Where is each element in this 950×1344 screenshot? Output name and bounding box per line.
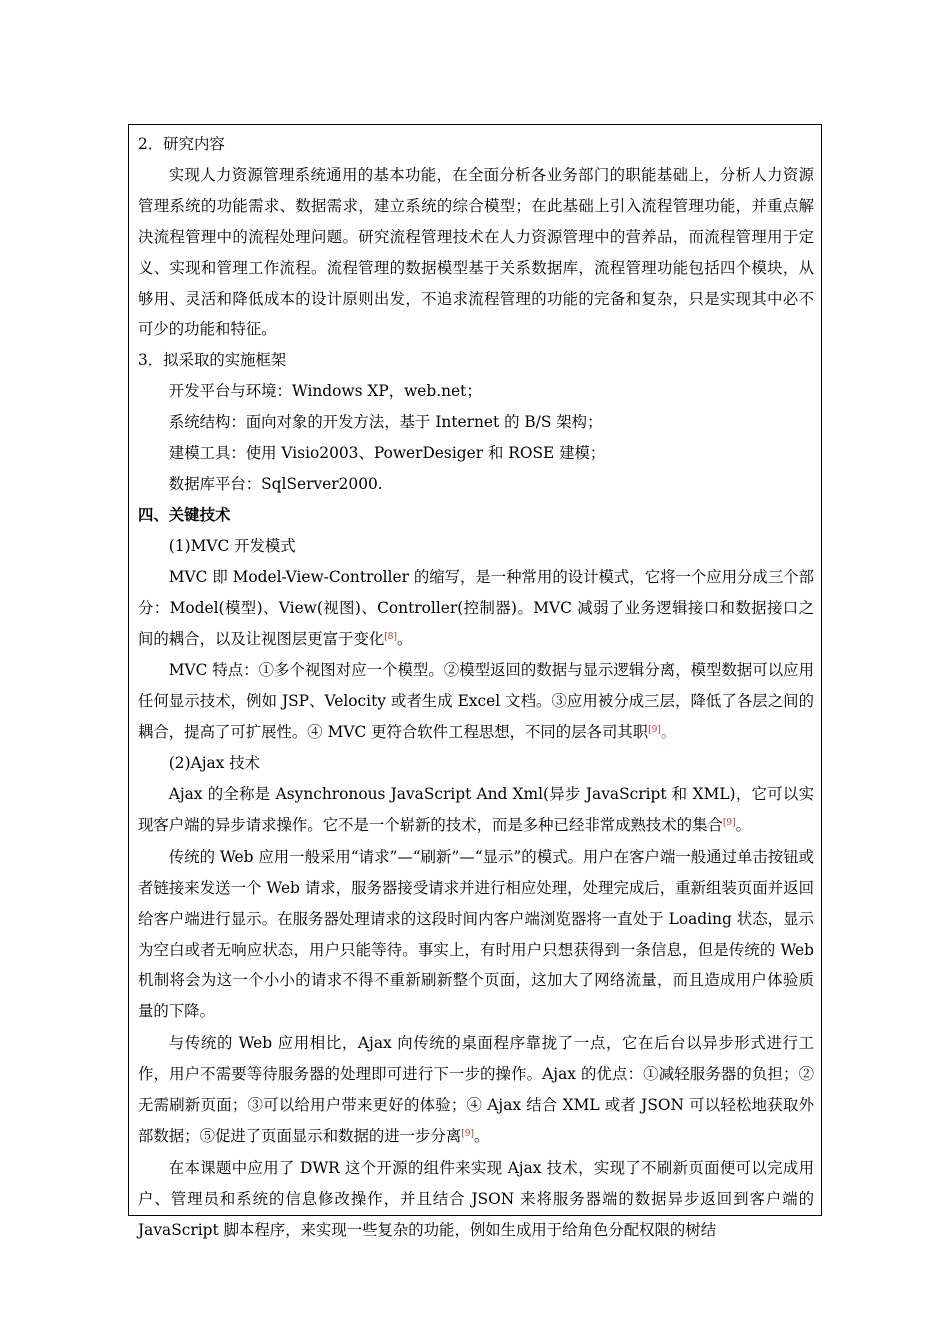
- paragraph: [138, 562, 814, 655]
- section-heading-key-tech: [138, 500, 814, 531]
- paragraph-tail: 。: [660, 723, 677, 742]
- item-text: 开发平台与环境：Windows XP，web.net；: [168, 382, 482, 401]
- item-text: 建模工具：使用 Visio2003、PowerDesiger 和 ROSE 建模；: [168, 444, 606, 463]
- content-table-cell: [128, 124, 822, 1239]
- subheading-text: (1)MVC 开发模式: [168, 536, 296, 555]
- framework-item-architecture: [138, 407, 814, 438]
- paragraph: [138, 655, 814, 748]
- heading-text: 3．拟采取的实施框架: [138, 351, 287, 370]
- paragraph-text: MVC 特点：①多个视图对应一个模型。②模型返回的数据与显示逻辑分离，模型数据可以应用任何显示技术，例如 JSP、Velocity 或者生成 Excel 文档。③应用被分成三层，降低了各层之间的耦合，提高了可扩展性。④ MVC 更符合软件工程思想，不同的层各司其职: [138, 661, 814, 742]
- section-heading-framework: [138, 345, 814, 376]
- document-body: [138, 129, 814, 1246]
- item-text: 数据库平台：SqlServer2000.: [168, 474, 383, 493]
- paragraph-tail: 。: [735, 815, 752, 834]
- paragraph: [138, 1028, 814, 1152]
- citation-ref: [8]: [384, 631, 398, 642]
- paragraph-tail: 。: [397, 629, 413, 648]
- paragraph-text: MVC 即 Model-View-Controller 的缩写，是一种常用的设计模式，它将一个应用分成三个部分：Model(模型)、View(视图)、Controller(控制器)。MVC 减弱了业务逻辑接口和数据接口之间的耦合，以及让视图层更富于变化: [138, 567, 814, 648]
- subheading-mvc: [138, 531, 814, 562]
- citation-ref: [9]: [722, 817, 736, 828]
- subheading-text: (2)Ajax 技术: [168, 754, 261, 773]
- framework-item-modeling: [138, 438, 814, 469]
- paragraph-text: Ajax 的全称是 Asynchronous JavaScript And Xml(异步 JavaScript 和 XML)，它可以实现客户端的异步请求操作。它不是一个崭新的技术，而是多种已经非常成熟技术的集合: [138, 785, 814, 834]
- paragraph: [138, 842, 814, 1027]
- subheading-ajax: [138, 748, 814, 779]
- paragraph-text: 与传统的 Web 应用相比，Ajax 向传统的桌面程序靠拢了一点，它在后台以异步形式进行工作，用户不需要等待服务器的处理即可进行下一步的操作。Ajax 的优点：①减轻服务器的负担；②无需刷新页面；③可以给用户带来更好的体验；④ Ajax 结合 XML 或者 JSON 可以轻松地获取外部数据；⑤促进了页面显示和数据的进一步分离: [138, 1034, 814, 1145]
- paragraph: [138, 160, 814, 345]
- framework-item-platform: [138, 376, 814, 407]
- paragraph-tail: 。: [473, 1127, 490, 1145]
- item-text: 系统结构：面向对象的开发方法，基于 Internet 的 B/S 架构；: [168, 413, 603, 432]
- framework-item-database: [138, 469, 814, 500]
- citation-ref: [9]: [648, 725, 661, 736]
- paragraph: [138, 779, 814, 841]
- heading-text: 2．研究内容: [138, 135, 225, 153]
- citation-ref: [9]: [461, 1129, 474, 1139]
- section-heading-research-content: [138, 129, 814, 160]
- heading-text: 四、关键技术: [138, 505, 231, 524]
- paragraph-text: 传统的 Web 应用一般采用“请求”—“刷新”—“显示”的模式。用户在客户端一般通过单击按钮或者链接来发送一个 Web 请求，服务器接受请求并进行相应处理，处理完成后，重新组装页面并返回给客户端进行显示。在服务器处理请求的这段时间内客户端浏览器将一直处于 Loading 状态，显示为空白或者无响应状态，用户只能等待。事实上，有时用户只想获得到一条信息，但是传统的 Web 机制将会为这一个小小的请求不得不重新刷新整个页面，这加大了网络流量，而且造成用户体验质量的下降。: [138, 847, 814, 1021]
- paragraph-text: 在本课题中应用了 DWR 这个开源的组件来实现 Ajax 技术，实现了不刷新页面便可以完成用户、管理员和系统的信息修改操作，并且结合 JSON 来将服务器端的数据异步返回到客户端的 JavaScript 脚本程序，来实现一些复杂的功能，例如生成用于给角色分配权限的树结: [138, 1158, 814, 1239]
- paragraph-text: 实现人力资源管理系统通用的基本功能，在全面分析各业务部门的职能基础上，分析人力资源管理系统的功能需求、数据需求，建立系统的综合模型；在此基础上引入流程管理功能，并重点解决流程管理中的流程处理问题。研究流程管理技术在人力资源管理中的营养品，而流程管理用于定义、实现和管理工作流程。流程管理的数据模型基于关系数据库，流程管理功能包括四个模块，从够用、灵活和降低成本的设计原则出发，不追求流程管理的功能的完备和复杂，只是实现其中必不可少的功能和特征。: [138, 165, 814, 339]
- paragraph: [138, 1153, 814, 1246]
